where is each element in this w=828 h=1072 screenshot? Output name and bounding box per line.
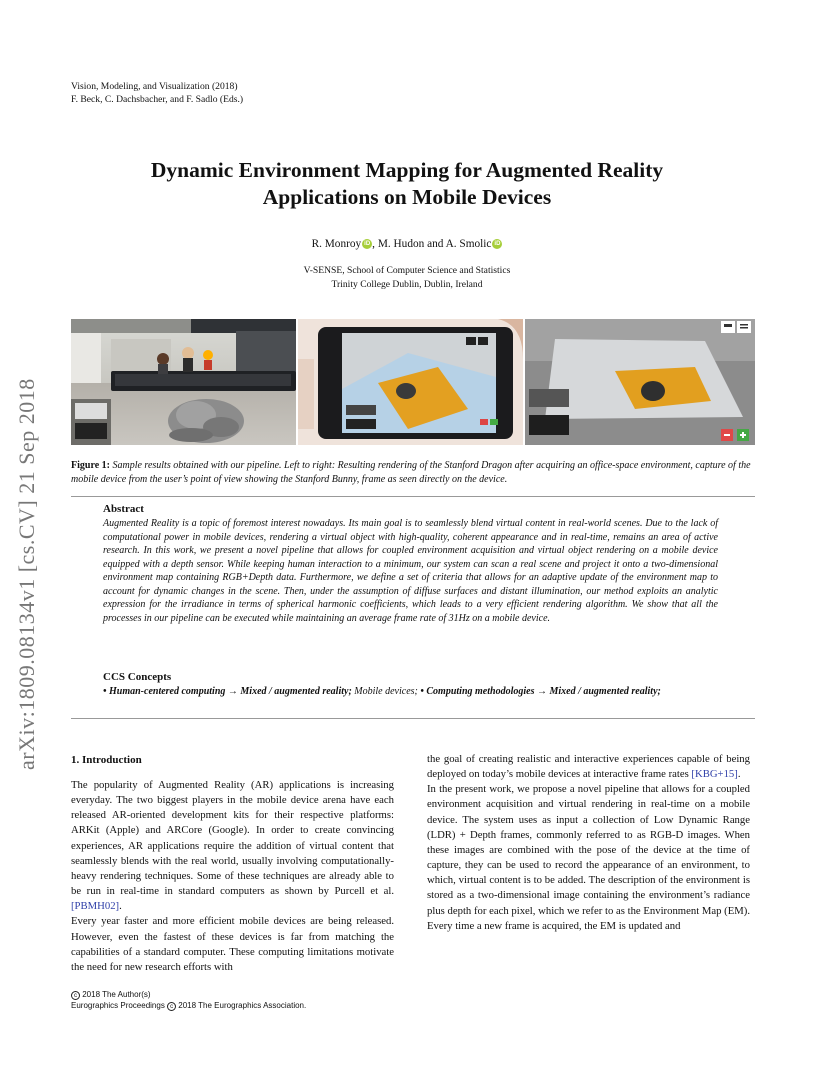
divider-top [71, 496, 755, 497]
intro-p1-text: The popularity of Augmented Reality (AR) applications is increasing everyday. The two biggest players in the mobile device arena have each released AR-oriented development kits for their respective platforms: ARKit (Apple) and ARCore (Google). In order to create convincing experiences, AR applications require the addition of virtual content that seamlessly blends with the real world, usually involving computationally-heavy rendering techniques. Some of these techniques are already able to be run in real-time in standard computers as shown by Purcell et al. [71, 779, 394, 898]
citation-link[interactable]: [PBMH02] [71, 900, 120, 913]
abstract-heading: Abstract [103, 503, 144, 515]
ccs-concept-4: • Computing methodologies [420, 686, 535, 697]
ccs-arrow: → [225, 686, 241, 697]
paper-title [71, 157, 743, 211]
divider-bottom [71, 718, 755, 719]
figure-panel-device-bunny [298, 319, 523, 445]
figure-caption [71, 459, 755, 486]
figure-panel-device-frame [525, 319, 755, 445]
venue-line: Vision, Modeling, and Visualization (2018) [71, 81, 238, 92]
intro-r1-text: the goal of creating realistic and interactive experiences capable of being deployed on today’s mobile devices at interactive frame rates [427, 753, 750, 781]
figure-caption-text: Sample results obtained with our pipeline. Left to right: Resulting rendering of the Stanford Dragon after acquiring an office-space environment, capture of the mobile device from the user’s point of view showing the Stanford Bunny, frame as seen directly on the device. [71, 460, 751, 485]
ccs-arrow: → [534, 686, 550, 697]
footer-line-2b: 2018 The Eurographics Association. [176, 1000, 307, 1010]
copyright-icon: c [167, 1002, 176, 1011]
orcid-icon[interactable]: iD [364, 241, 371, 247]
right-column [427, 752, 750, 934]
affiliation-line-1: V-SENSE, School of Computer Science and Statistics [303, 265, 511, 276]
author-1: R. Monroy [311, 238, 362, 250]
authors-rest: , M. Hudon and A. Smolic [372, 238, 492, 250]
copyright-footer [71, 990, 306, 1011]
affiliation-line-2: Trinity College Dublin, Dublin, Ireland [331, 278, 483, 290]
intro-paragraph-2: Every year faster and more efficient mobile devices are being released. However, even the fastest of these devices is far from matching the capabilities of a standard computer. These computing limitations motivate the need for new research efforts with [71, 915, 394, 973]
ccs-heading: CCS Concepts [103, 671, 172, 683]
footer-line-1 [71, 990, 306, 1001]
intro-paragraph-4: In the present work, we propose a novel pipeline that allows for a coupled environment acquisition and virtual rendering in real-time on a mobile device. The system uses as input a collection of Low Dynamic Range (LDR) + Depth frames, commonly referred to as RGB-D images. When these images are combined with the pose of the device at the time of capture, they can be used to record the appearance of an environment, to which, virtual content is to be added. The description of the environment is stored as a two-dimensional image containing the environment’s radiance plus depth for each pixel, which we refer to as the Environment Map (EM). Every time a new frame is acquired, the EM is updated and [427, 783, 750, 932]
intro-r1-end: . [737, 768, 741, 781]
intro-p1-end: . [119, 900, 122, 913]
title-line-2: Applications on Mobile Devices [262, 185, 552, 209]
ccs-concept-1: • Human-centered computing [103, 686, 226, 697]
affiliation [71, 264, 743, 291]
orcid-icon[interactable]: iD [494, 241, 501, 247]
figure-1 [71, 319, 755, 445]
footer-line-2 [71, 1001, 306, 1012]
title-line-1: Dynamic Environment Mapping for Augmented Reality [150, 158, 664, 182]
author-list [71, 238, 743, 250]
intro-paragraph-1 [71, 778, 394, 914]
footer-line-2a: Eurographics Proceedings [71, 1000, 168, 1010]
abstract-body: Augmented Reality is a topic of foremost interest nowadays. Its main goal is to seamlessly blend virtual content in real-world scenes. Due to the lack of computational power in mobile devices, rendering a virtual object with high-quality, coherent appearance and in real-time, remains an area of active research. In this work, we present a novel pipeline that allows for coupled environment acquisition and virtual object rendering on a mobile device equipped with a depth sensor. While keeping human interaction to a minimum, our system can scan a real scene and project it onto a two-dimensional environment map containing RGB+Depth data. Furthermore, we define a set of criteria that allows for an adaptive update of the environment map to account for dynamic changes in the scene. Then, under the assumption of diffuse surfaces and distant illumination, our method exploits an analytic expression for the irradiance in terms of spherical harmonic coefficients, which leads to a very efficient rendering algorithm. We show that all the processes in our pipeline can be executed while maintaining an average frame rate of 31Hz on a mobile device. [103, 518, 718, 624]
citation-link[interactable]: [KBG+15] [691, 768, 738, 781]
figure-panel-office-dragon [71, 319, 296, 445]
footer-line-1-text: 2018 The Author(s) [80, 990, 151, 999]
ccs-concepts [103, 685, 718, 699]
device-frame-image [525, 319, 755, 445]
ccs-concept-5: Mixed / augmented reality; [549, 686, 661, 697]
copyright-icon: c [71, 991, 80, 1000]
section-heading-introduction: 1. Introduction [71, 754, 142, 766]
left-column [71, 778, 394, 975]
venue-header [71, 80, 243, 106]
editors-line: F. Beck, C. Dachsbacher, and F. Sadlo (Eds.) [71, 94, 244, 105]
ccs-concept-3: Mobile devices; [351, 686, 421, 697]
ccs-concept-2: Mixed / augmented reality; [240, 686, 352, 697]
arxiv-watermark: arXiv:1809.08134v1 [cs.CV] 21 Sep 2018 [14, 378, 39, 770]
device-capture-image [298, 319, 523, 445]
figure-label: Figure 1: [71, 460, 110, 471]
dragon-render-image [71, 319, 296, 445]
intro-paragraph-3 [427, 752, 750, 782]
